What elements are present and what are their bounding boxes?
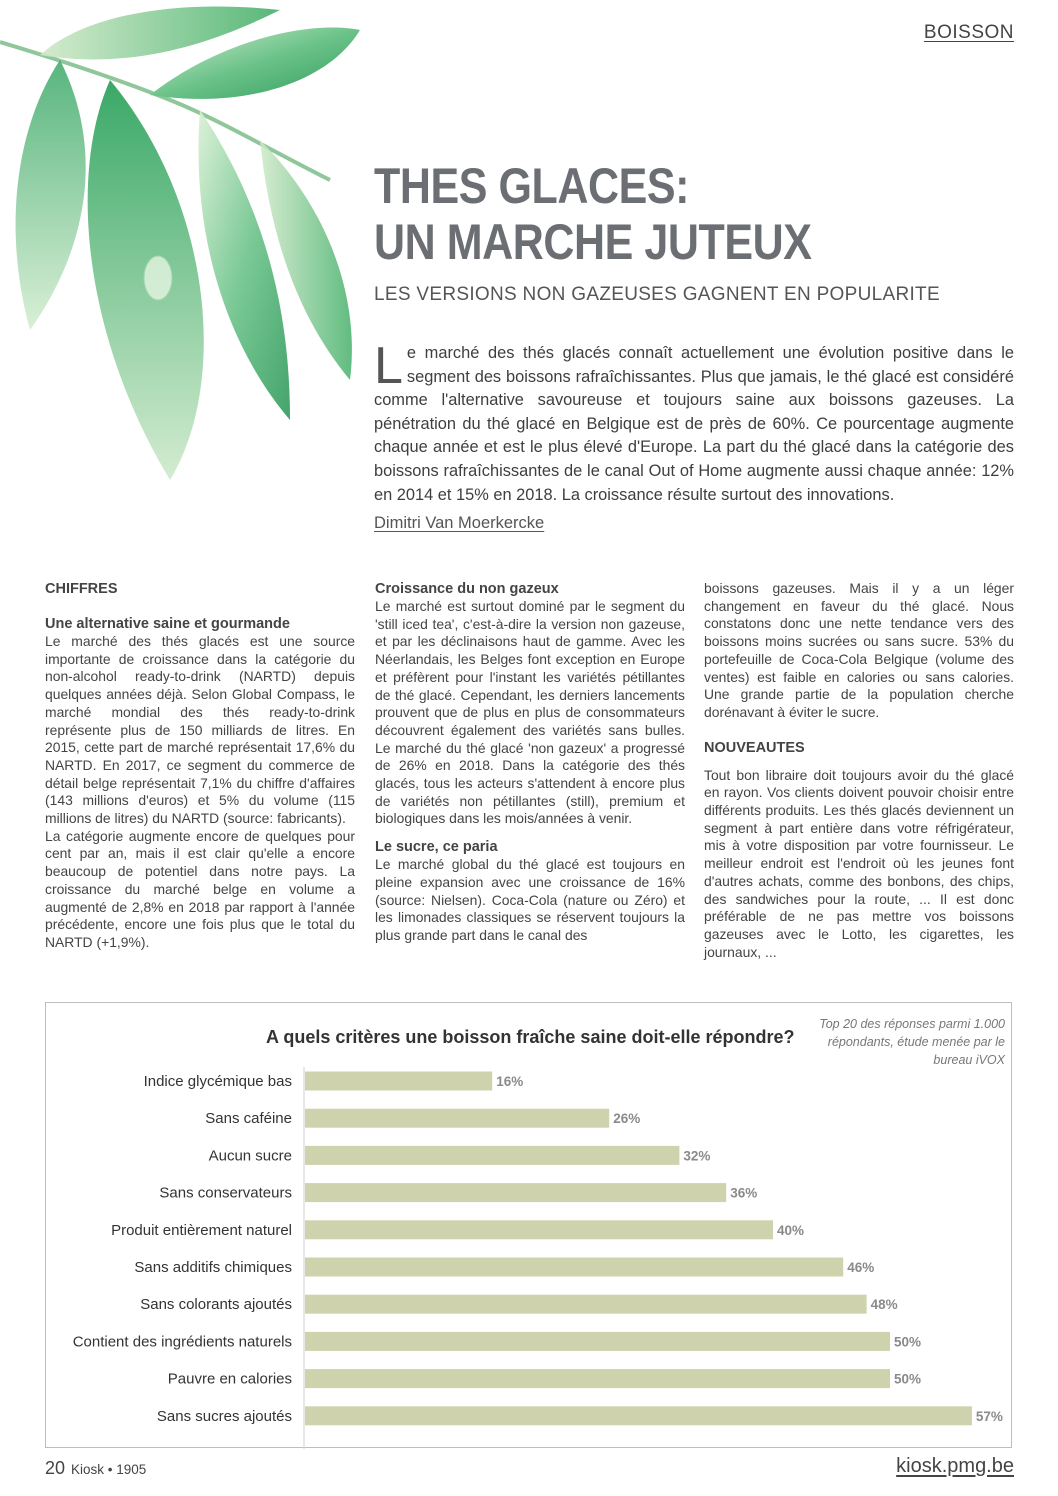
paragraph: Le marché est surtout dominé par le segment du 'still iced tea', c'est-à-dire la version non gazeuse, et par les déclinaisons haut de gamme. Avec les Néerlandais, les Belges font exception en Europe et préfèrent pour l'instant les variétés pétillantes de thé glacé. Cependant, les derniers lancements prouvent que de plus en plus de consommateurs découvrent également des variétés sans bulles. Le marché du thé glacé 'non gazeux' a progressé de 26% en 2018. Dans la catégorie des thés glacés, tous les acteurs s'attendent à encore plus de variétés non pétillantes (still), premium et biologiques dans les mois/années à venir.	[375, 598, 685, 827]
tea-leaves-illustration	[0, 0, 370, 510]
subheading-croissance: Croissance du non gazeux	[375, 581, 559, 597]
article-title	[374, 158, 924, 270]
page-number: 20	[45, 1458, 66, 1478]
paragraph: boissons gazeuses. Mais il y a un léger changement en faveur du thé glacé. Nous constatons donc une nette tendance vers des boissons moins sucrées ou sans sucre. 53% du portefeuille de Coca-Cola Belgique (volume des ventes) est faible en calories ou sans calories. Une grande partie de la population cherche dorénavant à éviter le sucre.	[704, 580, 1014, 720]
paragraph: Le marché des thés glacés est une source importante de croissance dans la catégorie du non-alcohol ready-to-drink (NARTD) depuis quelques années déjà. Selon Global Compass, le marché mondial des thés ready-to-drink représente plus de 150 milliards de litres. En 2015, cette part de marché représentait 17,6% du NARTD. En 2017, ce segment du commerce de détail belge représentait 7,1% du chiffre d'affaires (143 millions d'euros) et 5% du volume (115 millions de litres) du NARTD (source: fabricants).	[45, 633, 355, 827]
section-tag: BOISSON	[923, 22, 1014, 43]
value-label: 26%	[613, 1111, 641, 1127]
paragraph: La catégorie augmente encore de quelques pour cent par an, mais il est clair qu'elle a encore beaucoup de potentiel dans notre pays. La croissance du marché belge en volume a augmenté de 2,8% en 2018 par rapport à l'année précédente, encore une fois plus que le total du NARTD (+1,9%).	[45, 827, 355, 950]
category-label: Pauvre en calories	[167, 1370, 292, 1388]
bar	[305, 1183, 726, 1202]
value-label: 50%	[894, 1371, 922, 1387]
bar	[305, 1258, 843, 1277]
bar-chart	[46, 1003, 1013, 1449]
value-label: 50%	[894, 1334, 922, 1350]
bar	[305, 1332, 890, 1351]
article-subtitle: LES VERSIONS NON GAZEUSES GAGNENT EN POPULARITE	[374, 284, 940, 305]
category-label: Sans sucres ajoutés	[156, 1407, 292, 1425]
category-label: Sans caféine	[205, 1110, 292, 1128]
category-label: Indice glycémique bas	[143, 1073, 292, 1090]
author-byline[interactable]: Dimitri Van Moerkercke	[374, 514, 545, 532]
chart-box	[45, 1002, 1012, 1448]
value-label: 36%	[730, 1185, 758, 1201]
website-link[interactable]: kiosk.pmg.be	[896, 1455, 1014, 1477]
category-label: Produit entièrement naturel	[111, 1221, 292, 1239]
heading-chiffres: CHIFFRES	[45, 581, 118, 597]
chart-title: A quels critères une boisson fraîche saine doit-elle répondre?	[266, 1027, 795, 1047]
value-label: 57%	[975, 1408, 1003, 1424]
category-label: Sans conservateurs	[159, 1184, 292, 1202]
article-column-2	[375, 580, 685, 945]
bar	[305, 1072, 492, 1091]
bar	[305, 1295, 867, 1314]
bar	[305, 1109, 609, 1128]
category-label: Sans colorants ajoutés	[140, 1296, 292, 1314]
lead-text: e marché des thés glacés connaît actuellement une évolution positive dans le segment des boissons rafraîchissantes. Plus que jamais, le thé glacé est considéré comme l'alternative savoureuse et toujours saine aux boissons gazeuses. La pénétration du thé glacé en Belgique est de près de 60%. Ce pourcentage augmente chaque année et est le plus élevé d'Europe. La part du thé glacé dans la catégorie des boissons rafraîchissantes de le canal Out of Home augmente aussi chaque année: 12% en 2014 et 15% en 2018. La croissance résulte surtout des innovations.	[374, 344, 1014, 504]
subheading-sucre: Le sucre, ce paria	[375, 839, 498, 856]
bar	[305, 1369, 890, 1388]
heading-nouveautes: NOUVEAUTES	[704, 739, 805, 756]
article-lead	[374, 337, 1014, 507]
drop-cap: L	[374, 337, 403, 395]
value-label: 46%	[847, 1260, 875, 1275]
paragraph: Le marché global du thé glacé est toujours en pleine expansion avec une croissance de 16% (source: Nielsen). Coca-Cola (nature ou Zéro) et les limonades classiques se réservent toujours la plus grande part dans le canal des	[375, 856, 685, 943]
bar	[305, 1406, 972, 1425]
title-line-2: UN MARCHE JUTEUX	[374, 214, 812, 270]
category-label: Sans additifs chimiques	[134, 1259, 292, 1276]
article-column-1	[45, 580, 355, 952]
value-label: 32%	[683, 1148, 711, 1164]
value-label: 48%	[870, 1297, 898, 1313]
subheading-alternative: Une alternative saine et gourmande	[45, 616, 290, 632]
footer-left	[45, 1458, 146, 1479]
magazine-issue: Kiosk • 1905	[71, 1462, 147, 1477]
bar	[305, 1146, 679, 1165]
article-column-3	[704, 580, 1014, 961]
chart-note: Top 20 des réponses parmi 1.000 répondants, étude menée par le bureau iVOX	[819, 1017, 1005, 1067]
title-line-1: THES GLACES:	[374, 158, 689, 214]
bar	[305, 1220, 773, 1239]
category-label: Aucun sucre	[208, 1147, 292, 1165]
value-label: 16%	[496, 1074, 524, 1089]
paragraph: Tout bon libraire doit toujours avoir du thé glacé en rayon. Vos clients doivent pouvoir choisir entre différents produits. Les thés glacés deviennent un segment à part entière dans votre réfrigérateur, mis à votre disposition par votre fournisseur. Le meilleur endroit est l'endroit où les jeunes font d'autres achats, comme des bonbons, des chips, des sandwiches pour la route, ... Il est donc préférable de ne pas mettre vos boissons gazeuses avec le Lotto, les cigarettes, les journaux, ...	[704, 766, 1014, 960]
category-label: Contient des ingrédients naturels	[72, 1333, 292, 1351]
value-label: 40%	[777, 1222, 805, 1238]
